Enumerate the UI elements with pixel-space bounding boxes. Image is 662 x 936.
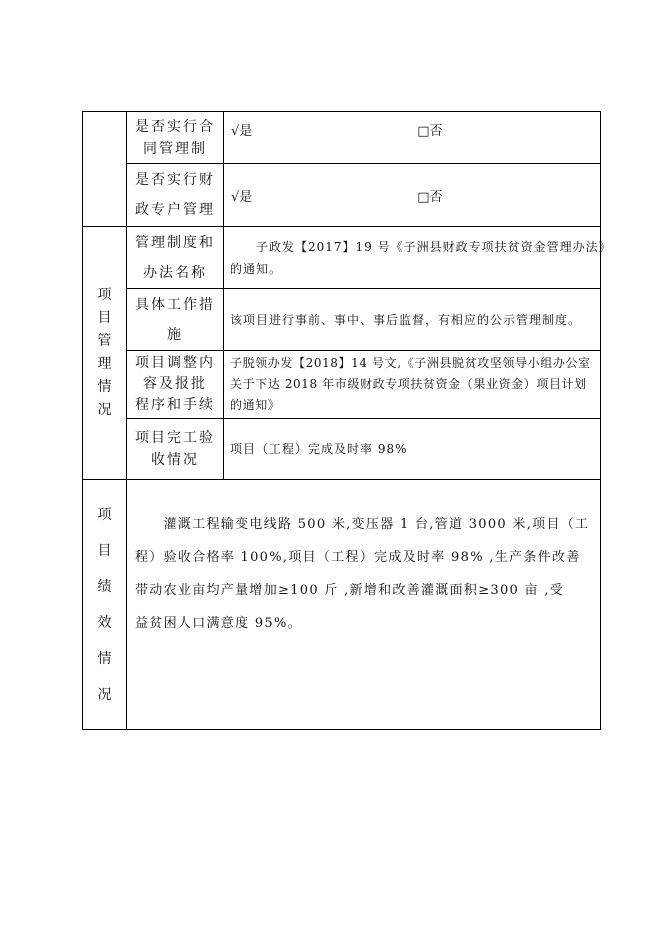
label-line: 容及报批	[143, 376, 207, 392]
label-line: 程序和手续	[135, 397, 215, 413]
value-line: 子政发【2017】19 号《子洲县财政专项扶贫资金管理办法》	[230, 239, 612, 254]
value-line: 该项目进行事前、事中、事后监督，有相应的公示管理制度。	[230, 312, 582, 327]
value-line: 的通知》	[230, 398, 281, 412]
label-line: 施	[167, 326, 183, 343]
adjustment-procedure-label	[126, 350, 224, 419]
label-char: 项	[97, 506, 112, 523]
text-line: 带动农业亩均产量增加≥100 斤 ,新增和改善灌溉面积≥300 亩 ,受	[135, 583, 565, 598]
label-line: 是否实行财	[135, 172, 215, 188]
value-line: 项目（工程）完成及时率 98%	[230, 442, 408, 456]
yes-checked-option[interactable]: √是	[231, 189, 253, 205]
completion-acceptance-value	[223, 418, 601, 480]
adjustment-procedure-value	[223, 350, 601, 419]
work-measures-value	[223, 288, 601, 351]
text-line: 灌溉工程输变电线路 500 米,变压器 1 台,管道 3000 米,项目（工	[135, 517, 590, 532]
label-char: 况	[97, 686, 112, 703]
special-account-label	[126, 163, 224, 227]
label-char: 目	[97, 542, 112, 559]
label-line: 具体工作措	[135, 296, 215, 313]
label-line: 项目完工验	[135, 430, 215, 446]
label-char: 项	[97, 287, 112, 303]
value-line: 关于下达 2018 年市级财政专项扶贫资金（果业资金）项目计划	[230, 377, 587, 391]
contract-management-choice	[223, 111, 601, 164]
label-line: 是否实行合	[135, 118, 215, 135]
label-line: 项目调整内	[135, 355, 215, 371]
label-line: 同管理制	[143, 140, 207, 157]
label-line: 收情况	[151, 452, 199, 468]
label-char: 管	[97, 333, 112, 349]
label-char: 效	[97, 614, 112, 631]
no-option[interactable]: □否	[417, 189, 443, 205]
no-option[interactable]: □否	[417, 124, 443, 139]
contract-management-label	[126, 111, 224, 164]
label-line: 政专户管理	[135, 202, 215, 218]
label-char: 目	[97, 310, 112, 326]
regulation-name-value	[223, 226, 612, 289]
text-line: 程）验收合格率 100%,项目（工程）完成及时率 98% ,生产条件改善	[135, 550, 581, 565]
performance-description	[126, 479, 601, 730]
work-measures-label	[126, 288, 224, 351]
label-char: 情	[97, 379, 112, 395]
label-char: 情	[97, 650, 112, 667]
label-char: 况	[97, 402, 112, 418]
value-line: 子脱领办发【2018】14 号文,《子洲县脱贫攻坚领导小组办公室	[230, 356, 591, 370]
label-char: 理	[97, 356, 112, 372]
label-line: 办法名称	[143, 264, 207, 281]
completion-acceptance-label	[126, 418, 224, 480]
performance-section-label	[82, 479, 127, 730]
management-section-label	[82, 226, 127, 480]
label-line: 管理制度和	[135, 234, 215, 251]
text-line: 益贫困人口满意度 95%。	[135, 616, 302, 631]
regulation-name-label	[126, 226, 224, 289]
special-account-choice	[223, 163, 601, 227]
yes-checked-option[interactable]: √是	[231, 124, 253, 139]
blank-section-cell	[82, 111, 127, 227]
label-char: 绩	[97, 578, 112, 595]
value-line: 的通知。	[230, 261, 283, 276]
